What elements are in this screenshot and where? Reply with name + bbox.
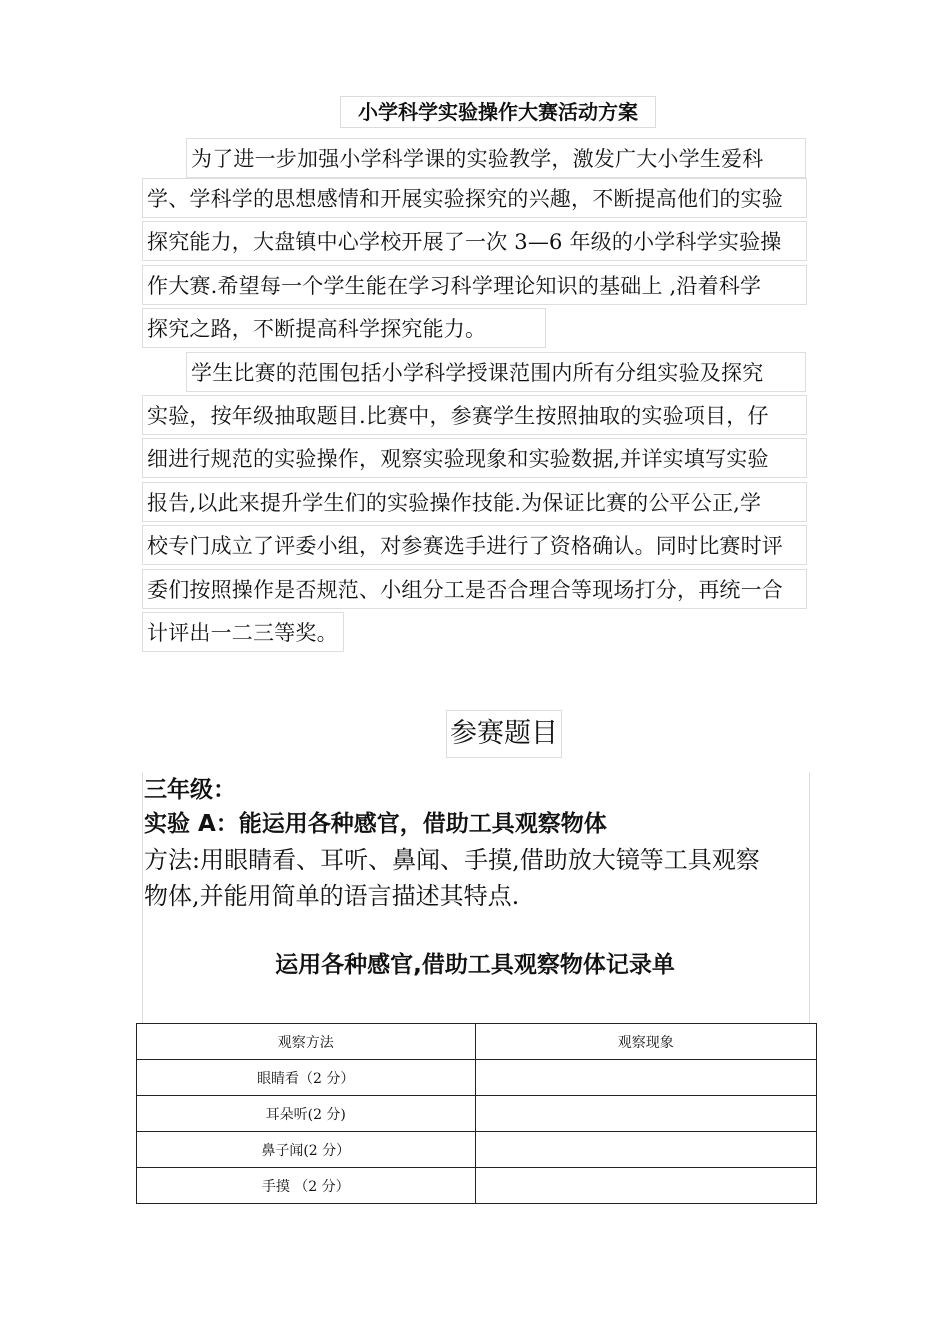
- record-sheet-title: 运用各种感官,借助工具观察物体记录单: [275, 952, 675, 978]
- phenomenon-cell[interactable]: [475, 1060, 817, 1096]
- paragraph-2-line: 委们按照操作是否规范、小组分工是否合理合等现场打分，再统一合: [142, 569, 807, 609]
- column-header: 观察方法: [137, 1024, 476, 1060]
- paragraph-1-line: 学、学科学的思想感情和开展实验探究的兴趣，不断提高他们的实验: [142, 178, 807, 218]
- method-cell: 眼睛看（2 分）: [137, 1060, 476, 1096]
- method-cell: 手摸 （2 分）: [137, 1168, 476, 1204]
- grade-label: 三年级：: [144, 777, 236, 803]
- paragraph-2-line: 报告,以此来提升学生们的实验操作技能.为保证比赛的公平公正,学: [142, 482, 807, 522]
- phenomenon-cell[interactable]: [475, 1132, 817, 1168]
- paragraph-1-line: 探究之路，不断提高科学探究能力。: [142, 308, 546, 348]
- paragraph-1-line: 探究能力，大盘镇中心学校开展了一次 3—6 年级的小学科学实验操: [142, 221, 807, 261]
- section-title: 参赛题目: [446, 710, 562, 758]
- table-row: [137, 1168, 817, 1204]
- table-row: [137, 1132, 817, 1168]
- paragraph-2-line: 校专门成立了评委小组，对参赛选手进行了资格确认。同时比赛时评: [142, 525, 807, 565]
- table-header-row: [137, 1024, 817, 1060]
- experiment-title: 实验 A：能运用各种感官，借助工具观察物体: [144, 811, 607, 837]
- method-text-line: 方法:用眼睛看、耳听、鼻闻、手摸,借助放大镜等工具观察: [144, 846, 760, 874]
- observation-record-table: [136, 1023, 817, 1204]
- paragraph-2-line: 计评出一二三等奖。: [142, 612, 344, 652]
- document-title: 小学科学实验操作大赛活动方案: [340, 96, 656, 128]
- method-cell: 鼻子闻(2 分）: [137, 1132, 476, 1168]
- paragraph-2-line: 学生比赛的范围包括小学科学授课范围内所有分组实验及探究: [186, 352, 806, 392]
- phenomenon-cell[interactable]: [475, 1096, 817, 1132]
- paragraph-1-line: 作大赛.希望每一个学生能在学习科学理论知识的基础上 ,沿着科学: [142, 265, 807, 305]
- paragraph-2-line: 细进行规范的实验操作，观察实验现象和实验数据,并详实填写实验: [142, 438, 807, 478]
- paragraph-1-line: 为了进一步加强小学科学课的实验教学，激发广大小学生爱科: [186, 138, 806, 178]
- column-header: 观察现象: [475, 1024, 817, 1060]
- method-text-line: 物体,并能用简单的语言描述其特点.: [144, 882, 520, 910]
- table-row: [137, 1096, 817, 1132]
- table-row: [137, 1060, 817, 1096]
- paragraph-2-line: 实验，按年级抽取题目.比赛中，参赛学生按照抽取的实验项目，仔: [142, 395, 807, 435]
- method-cell: 耳朵听(2 分): [137, 1096, 476, 1132]
- phenomenon-cell[interactable]: [475, 1168, 817, 1204]
